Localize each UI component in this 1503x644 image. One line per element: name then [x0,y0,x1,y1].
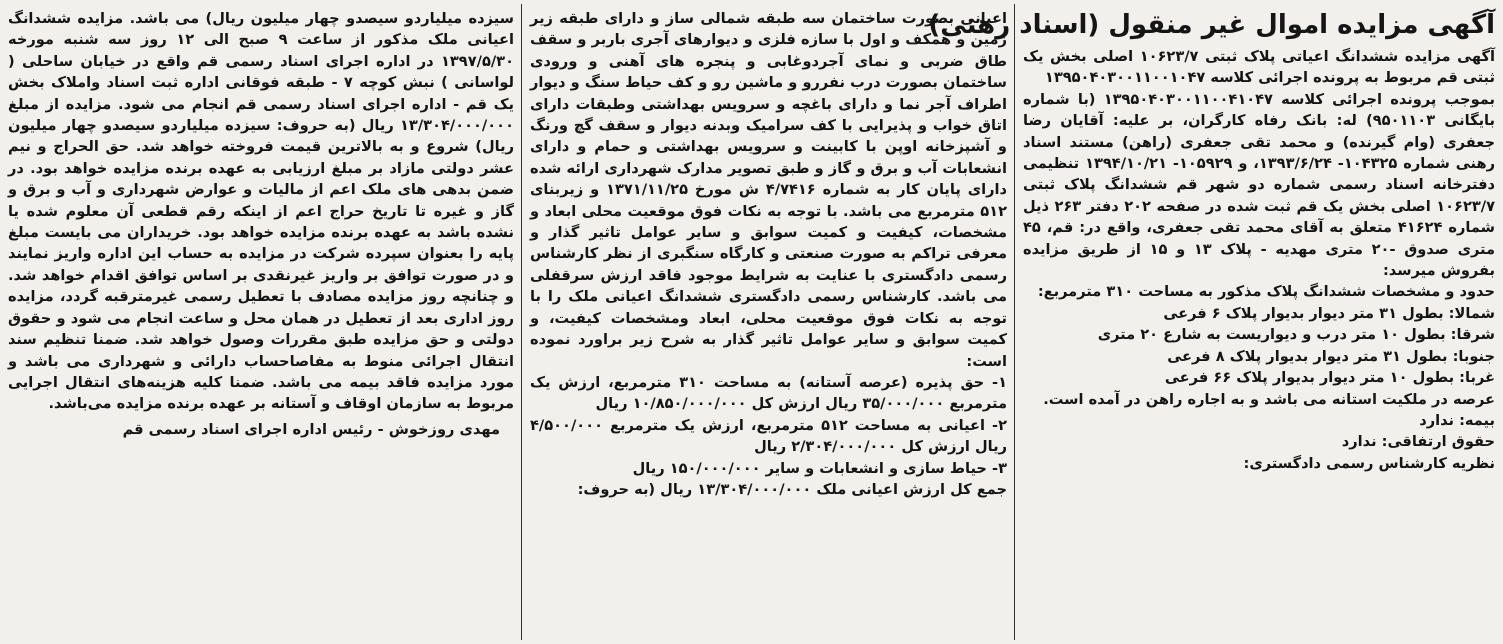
notice-column-1 [928,0,1503,644]
valuation-item-3: ۳- حیاط سازی و انشعابات و سایر ۱۵۰/۰۰۰/۰۰۰ ریال [632,459,1007,477]
insurance-note: بیمه: ندارد [1419,411,1495,429]
boundary-west: غربا: بطول ۱۰ متر دیوار بدیوار پلاک ۶۶ فرعی [1164,369,1495,387]
notice-column-3 [0,0,522,644]
notice-intro: آگهی مزایده ششدانگ اعیاتی پلاک ثبتی ۱۰۶۲۳/۷ اصلی بخش یک ثبتی قم مربوط به پرونده اجرائی کلاسه ۱۳۹۵۰۴۰۳۰۰۱۱۰۰۱۰۴۷ [1023,48,1495,87]
notice-case-body: بموجب پرونده اجرائی کلاسه ۱۳۹۵۰۴۰۳۰۰۱۱۰۰۴۱۰۴۷ (با شماره بایگانی ۹۵۰۱۱۰۳) له: بانک رفاه کارگران، بر علیه: آقایان رضا جعفری (وام گیرنده) و محمد تقی جعفری (راهن) مستند اسناد رهنی شماره ۱۰۴۳۲۵- ۱۳۹۳/۶/۲۴، و ۱۰۵۹۲۹- ۱۳۹۴/۱۰/۲۱ تنظیمی دفترخانه اسناد رسمی شماره دو شهر قم ششدانگ پلاک ثبتی ۱۰۶۲۳/۷ اصلی بخش یک قم ثبت شده در صفحه ۲۰۲ دفتر ۲۶۳ ذیل شماره ۴۱۶۲۴ متعلق به آقای محمد تقی جعفری، واقع در: قم، ۴۵ متری صدوق -۲۰ متری مهدیه - پلاک ۱۳ و ۱۵ از طریق مزایده بفروش میرسد: [1023,90,1496,280]
easement-note: حقوق ارتفاقی: ندارد [1341,433,1495,451]
building-description: اعیانی بصورت ساختمان سه طبقه شمالی ساز و دارای طبقه زیر زمین و همکف و اول با سازه فلزی و دیوارهای آجری باربر و سقف طاق ضربی و نمای آجردوغابی و پنجره های آهنی و ورودی ساختمان بصورت درب نفررو و ماشین رو و کف حیاط سنگ و دیوار اطراف آجر نما و دارای باغچه و سرویس بهداشتی وطبقات دارای اتاق خواب و پذیرایی با کف سرامیک وبدنه دیوار و سقف گچ ورنگ و آشپزخانه اوپن با کابینت و سرویس بهداشتی و حمام و دارای انشعابات آب و برق و گاز و طبق تصویر مدارک شهرداری ارائه شده دارای پایان کار به شماره ۴/۷۴۱۶ ش مورخ ۱۳۷۱/۱۱/۲۵ و زیربنای ۵۱۲ مترمربع می باشد. با توجه به نکات فوق موقعیت محلی ابعاد و مشخصات، کیفیت و کمیت سوابق و سایر عوامل تاثیر گذار و معرفی تراکم به صورت صنعتی و کارگاه سنگبری از نظر کارشناس رسمی دادگستری با عنایت به شرایط موجود فاقد ارزش سرقفلی می باشد. کارشناس رسمی دادگستری ششدانگ اعیانی ملک را با توجه به نکات فوق موقعیت محلی، ابعاد ومشخصات کیفیت، و کمیت سوابق و سایر عوامل تاثیر گذار به شرح زیر براورد نموده است: [530,10,1008,370]
valuation-total: جمع کل ارزش اعیانی ملک ۱۳/۳۰۴/۰۰۰/۰۰۰ ریال (به حروف: [577,480,1007,498]
ownership-note: عرصه در ملکیت استانه می باشد و به اجاره راهن در آمده است. [1043,390,1495,408]
notice-title: آگهی مزایده اموال غیر منقول (اسناد رهنی) [928,10,1495,40]
valuation-item-1: ۱- حق پذیره (عرصه آستانه) به مساحت ۳۱۰ مترمربع، ارزش یک مترمربع ۳۵/۰۰۰/۰۰۰ ریال ارزش کل ۱۰/۸۵۰/۰۰۰/۰۰۰ ریال [530,373,1007,413]
auction-terms: سیزده میلیاردو سیصدو چهار میلیون ریال) می باشد. مزایده ششدانگ اعیانی ملک مذکور از ساعت ۹ صبح الی ۱۲ روز سه شنبه مورخه ۱۳۹۷/۵/۳۰ در اداره اجرای اسناد رسمی قم واقع در خیابان ساحلی ( لواسانی ) نبش کوچه ۷ - طبقه فوقانی اداره ثبت اسناد واملاک بخش یک قم - اداره اجرای اسناد رسمی قم انجام می شود. مزایده از مبلغ ۱۳/۳۰۴/۰۰۰/۰۰۰ ریال (به حروف: سیزده میلیاردو سیصدو چهار میلیون ریال) شروع و به بالاترین قیمت فروخته خواهد شد. حق الحراج و نیم عشر دولتی مازاد بر مبلغ ارزیابی به عهده برنده مزایده خواهد بود. در ضمن بدهی های ملک اعم از مالیات و عوارض شهرداری و آب و برق و گاز و غیره تا تاریخ حراج اعم از اینکه رقم قطعی آن معلوم شده یا نشده باشد به عهده برنده مزایده خواهد بود. خریداران می بایست مبلغ پایه را بعنوان سپرده شرکت در مزایده به حساب این اداره واریز نمایند و در صورت توافق بر واریز غیرنقدی بر اساس توافق اقدام خواهد شد. و چنانچه روز مزایده مصادف با تعطیل رسمی غیرمترقبه گردد، مزایده روز اداری بعد از تعطیل در همان محل و ساعت انجام می شود و حقوق دولتی و حق مزایده طبق مقررات وصول خواهد شد. ضمنا تنظیم سند انتقال اجرائی منوط به مفاصاحساب دارائی و شهرداری می باشد و مورد مزایده فاقد بیمه می باشد. ضمنا کلیه هزینه‌های انتقال اجرایی مربوط به سازمان اوقاف و آستانه بر عهده برنده مزایده می‌باشد. [8,10,514,413]
valuation-item-2: ۲- اعیانی به مساحت ۵۱۲ مترمربع، ارزش یک مترمربع ۴/۵۰۰/۰۰۰ ریال ارزش کل ۲/۳۰۴/۰۰۰/۰۰۰ ریال [530,416,1007,456]
boundary-north: شمالا: بطول ۳۱ متر دیوار بدیوار پلاک ۶ فرعی [1163,304,1495,322]
notice-column-2 [522,0,1015,644]
signature-line: مهدی روزخوش - رئیس اداره اجرای اسناد رسمی قم [122,420,500,438]
boundary-east: شرقا: بطول ۱۰ متر درب و دیواریست به شارع ۲۰ متری [1097,326,1495,344]
boundary-south: جنوبا: بطول ۳۱ متر دیوار بدیوار پلاک ۸ فرعی [1167,347,1495,365]
expert-opinion-heading: نظریه کارشناس رسمی دادگستری: [1243,454,1495,472]
property-limits: حدود و مشخصات ششدانگ پلاک مذکور به مساحت ۳۱۰ مترمربع: [1037,283,1495,301]
